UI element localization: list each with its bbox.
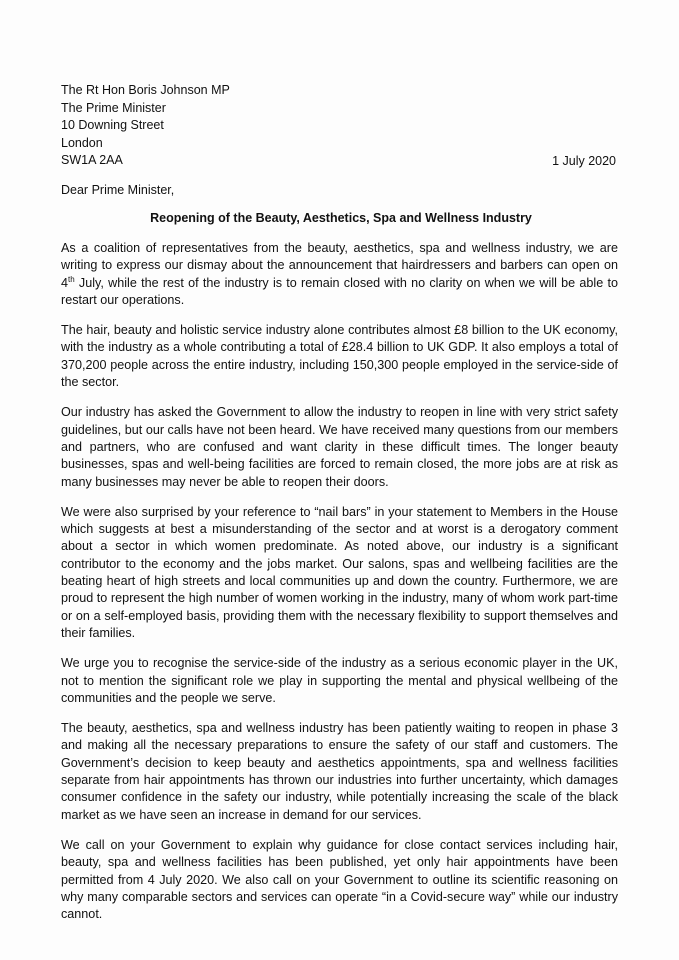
paragraph-6: The beauty, aesthetics, spa and wellness industry has been patiently waiting to reopen in phase 3 and making all the necessary preparations to ensure the safety of our staff and customers. The Government’s decision to keep beauty and aesthetics appointments, spa and wellness facilities separate from hair appointments has thrown our industries into further uncertainty, which damages consumer confidence in the safety our industry, while potentially increasing the scale of the black market as we have seen an increase in demand for our services. <box>61 721 618 822</box>
paragraph-7: We call on your Government to explain why guidance for close contact services including hair, beauty, spa and wellness facilities has been published, yet only hair appointments have been permitted from 4 July 2020. We also call on your Government to outline its scientific reasoning on why many comparable sectors and services can operate “in a Covid-secure way” while our industry cannot. <box>61 837 618 922</box>
paragraph-2: The hair, beauty and holistic service industry alone contributes almost £8 billion to the UK economy, with the industry as a whole contributing a total of £28.4 billion to UK GDP. It also employs a total of 370,200 people across the entire industry, including 150,300 people employed in the service-side of the sector. <box>61 323 618 390</box>
recipient-name: The Rt Hon Boris Johnson MP <box>61 83 230 97</box>
recipient-address <box>61 82 230 170</box>
ordinal-superscript: th <box>68 274 75 284</box>
paragraph-3: Our industry has asked the Government to allow the industry to reopen in line with very strict safety guidelines, but our calls have not been heard. We have received many questions from our members and partners, who are confused and want clarity in these difficult times. The longer beauty businesses, spas and well-being facilities are forced to remain closed, the more jobs are at risk as many businesses may never be able to reopen their doors. <box>61 405 618 489</box>
recipient-title: The Prime Minister <box>61 100 166 115</box>
paragraph-5: We urge you to recognise the service-side of the industry as a serious economic player in the UK, not to mention the significant role we play in supporting the mental and physical wellbeing of the communities and the people we serve. <box>61 656 618 705</box>
letter-body <box>61 240 618 936</box>
recipient-city: London <box>61 135 103 150</box>
subject-heading: Reopening of the Beauty, Aesthetics, Spa and Wellness Industry <box>150 211 532 225</box>
letter-date: 1 July 2020 <box>552 154 616 168</box>
recipient-street: 10 Downing Street <box>61 118 164 132</box>
paragraph-1: As a coalition of representatives from the beauty, aesthetics, spa and wellness industry, we are writing to express our dismay about the announcement that hairdressers and barbers can open on 4th July, while the rest of the industry is to remain closed with no clarity on when we will be able to restart our operations. <box>61 241 618 307</box>
recipient-postcode: SW1A 2AA <box>61 153 123 167</box>
paragraph-4: We were also surprised by your reference to “nail bars” in your statement to Members in the House which suggests at best a misunderstanding of the sector and at worst is a derogatory comment about a sector in which women predominate. As noted above, our industry is a significant contributor to the economy and the jobs market. Our salons, spas and wellbeing facilities are the beating heart of high streets and local communities up and down the country. Furthermore, we are proud to represent the high number of women working in the industry, many of whom work part-time or on a self-employed basis, providing them with the necessary flexibility to support themselves and their families. <box>61 504 618 640</box>
salutation: Dear Prime Minister, <box>61 183 175 197</box>
